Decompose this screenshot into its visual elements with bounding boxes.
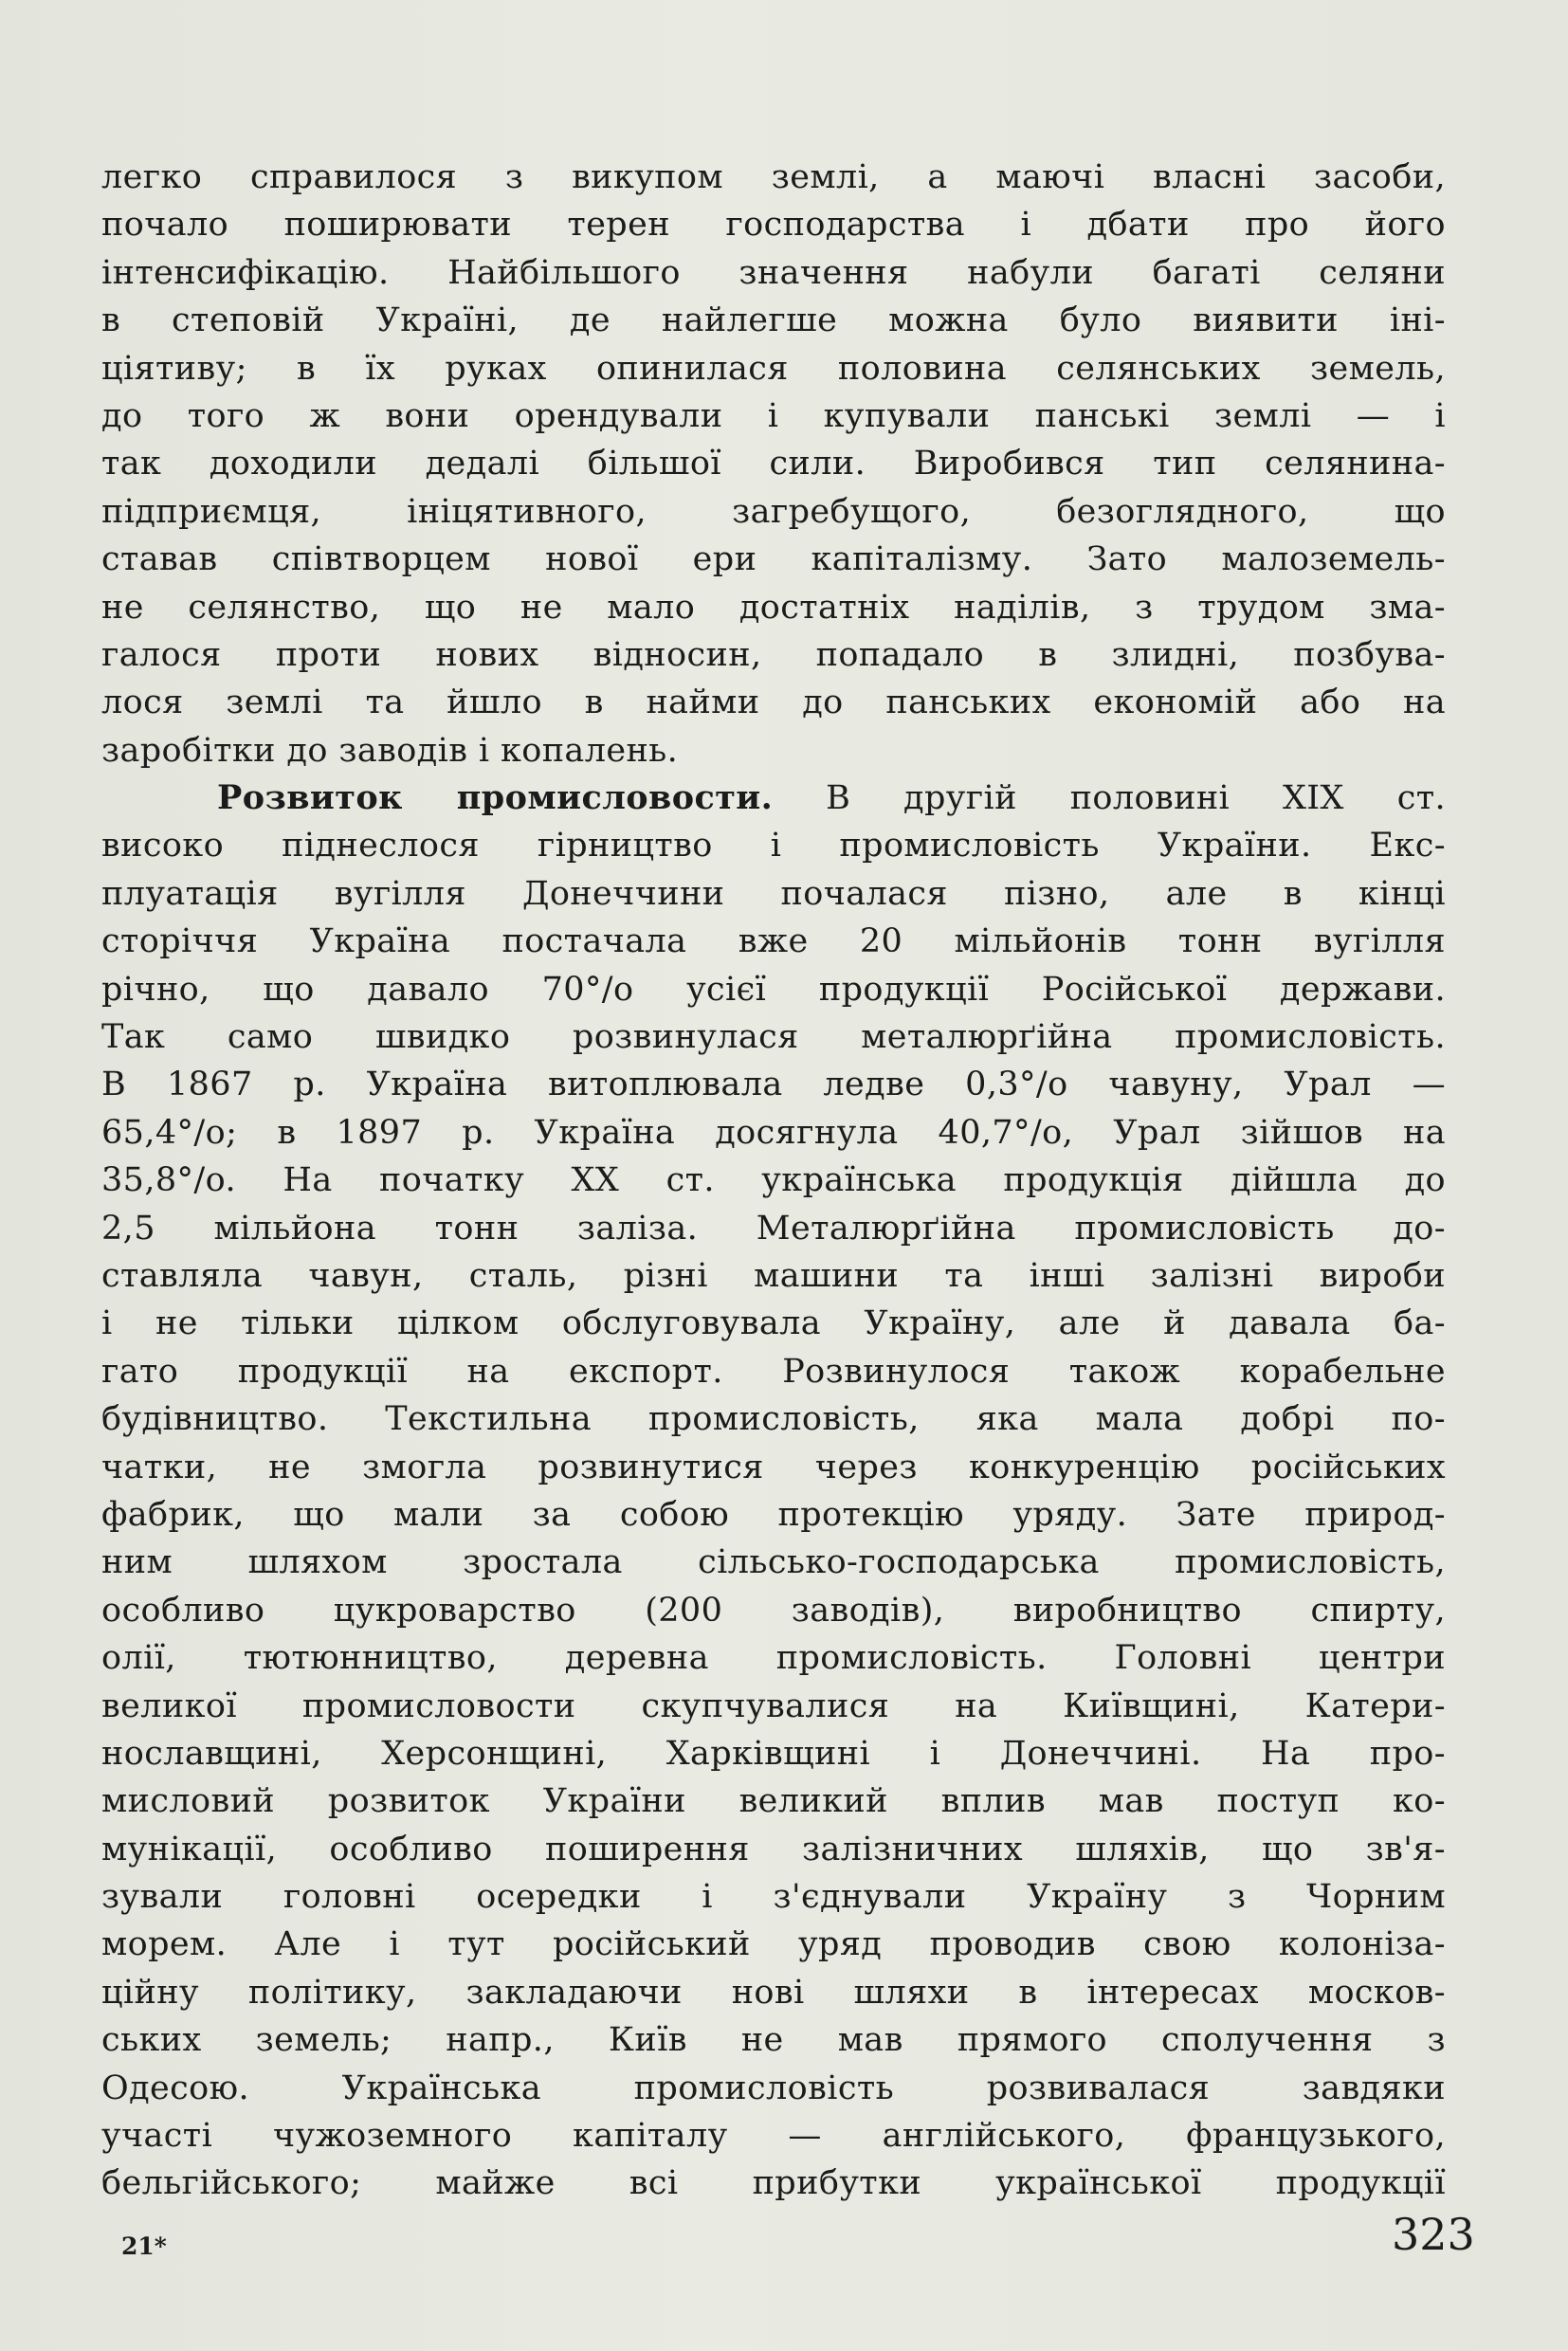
text-line: легко справилося з викупом землі, а маючі власні засоби, [101, 158, 1446, 196]
text-line: річно, що давало 70°/o усієї продукції Російської держави. [101, 970, 1446, 1009]
text-line: 65,4°/o; в 1897 р. Україна досягнула 40,7°/o, Урал зійшов на [101, 1113, 1446, 1152]
text-line: бельгійського; майже всі прибутки української продукції [101, 2164, 1446, 2203]
text-line: великої промисловости скупчувалися на Київщині, Катери- [101, 1686, 1446, 1725]
text-line: ним шляхом зростала сільсько-господарська промисловість, [101, 1543, 1446, 1582]
text-line: почало поширювати терен господарства і дбати про його [101, 206, 1446, 245]
body-text [101, 154, 1446, 2208]
text-line: ставляла чавун, сталь, різні машини та інші залізні вироби [101, 1256, 1446, 1295]
text-line: заробітки до заводів і копалень. [101, 731, 679, 770]
text-line: Так само швидко розвинулася металюрґійна промисловість. [101, 1018, 1446, 1057]
text-line: В 1867 р. Україна витоплювала ледве 0,3°/o чавуну, Урал — [101, 1066, 1446, 1104]
text-line: високо піднеслося гірництво і промисловість України. Екс- [101, 827, 1446, 866]
paragraph-2-first-line [101, 775, 1446, 822]
signature-mark: 21* [121, 2233, 167, 2260]
paragraph-2-first-line-text: В другій половині XIX ст. [773, 779, 1446, 818]
text-line: галося проти нових відносин, попадало в злидні, позбува- [101, 635, 1446, 674]
text-line: плуатація вугілля Донеччини почалася пізно, але в кінці [101, 874, 1446, 913]
text-line: не селянство, що не мало достатніх наділів, з трудом зма- [101, 588, 1446, 627]
text-line: підприємця, ініцятивного, загребущого, безоглядного, що [101, 492, 1446, 531]
text-line: 35,8°/o. На початку XX ст. українська продукція дійшла до [101, 1161, 1446, 1200]
text-line: мунікації, особливо поширення залізничних шляхів, що зв'я- [101, 1830, 1446, 1868]
paragraph-1 [101, 154, 1446, 775]
text-line: ційну політику, закладаючи нові шляхи в інтересах москов- [101, 1973, 1446, 2012]
page-number: 323 [1392, 2209, 1475, 2260]
text-line: зували головні осередки і з'єднували Україну з Чорним [101, 1878, 1446, 1917]
text-line: будівництво. Текстильна промисловість, яка мала добрі по- [101, 1400, 1446, 1439]
text-line: особливо цукроварство (200 заводів), виробництво спирту, [101, 1591, 1446, 1630]
text-line: мисловий розвиток України великий вплив мав поступ ко- [101, 1782, 1446, 1821]
text-line: нославщині, Херсонщині, Харківщині і Донеччині. На про- [101, 1734, 1446, 1773]
text-line: ських земель; напр., Київ не мав прямого сполучення з [101, 2021, 1446, 2060]
text-line: ціятиву; в їх руках опинилася половина селянських земель, [101, 349, 1446, 388]
text-line: ставав співтворцем нової ери капіталізму. Зато малоземель- [101, 540, 1446, 579]
text-line: морем. Але і тут російський уряд проводив свою колоніза- [101, 1925, 1446, 1964]
text-line: фабрик, що мали за собою протекцію уряду. Зате природ- [101, 1495, 1446, 1534]
text-line: 2,5 мільйона тонн заліза. Металюрґійна промисловість до- [101, 1209, 1446, 1248]
paragraph-2 [101, 775, 1446, 2208]
text-line: участі чужоземного капіталу — англійського, французького, [101, 2117, 1446, 2156]
text-line: до того ж вони орендували і купували панські землі — і [101, 396, 1446, 435]
text-line: так доходили дедалі більшої сили. Виробився тип селянина- [101, 445, 1446, 483]
text-line: і не тільки цілком обслуговувала Україну, але й давала ба- [101, 1304, 1446, 1343]
text-line: лося землі та йшло в найми до панських економій або на [101, 683, 1446, 722]
text-line: олії, тютюнництво, деревна промисловість. Головні центри [101, 1639, 1446, 1678]
text-line: гато продукції на експорт. Розвинулося також корабельне [101, 1352, 1446, 1391]
text-line: сторіччя Україна постачала вже 20 мільйонів тонн вугілля [101, 922, 1446, 961]
text-line: чатки, не змогла розвинутися через конкуренцію російських [101, 1448, 1446, 1486]
text-line: інтенсифікацію. Найбільшого значення набули багаті селяни [101, 253, 1446, 292]
text-line: Одесою. Українська промисловість розвивалася завдяки [101, 2069, 1446, 2107]
section-heading: Розвиток промисловости. [217, 778, 774, 818]
text-line: в степовій Україні, де найлегше можна було виявити іні- [101, 301, 1446, 340]
